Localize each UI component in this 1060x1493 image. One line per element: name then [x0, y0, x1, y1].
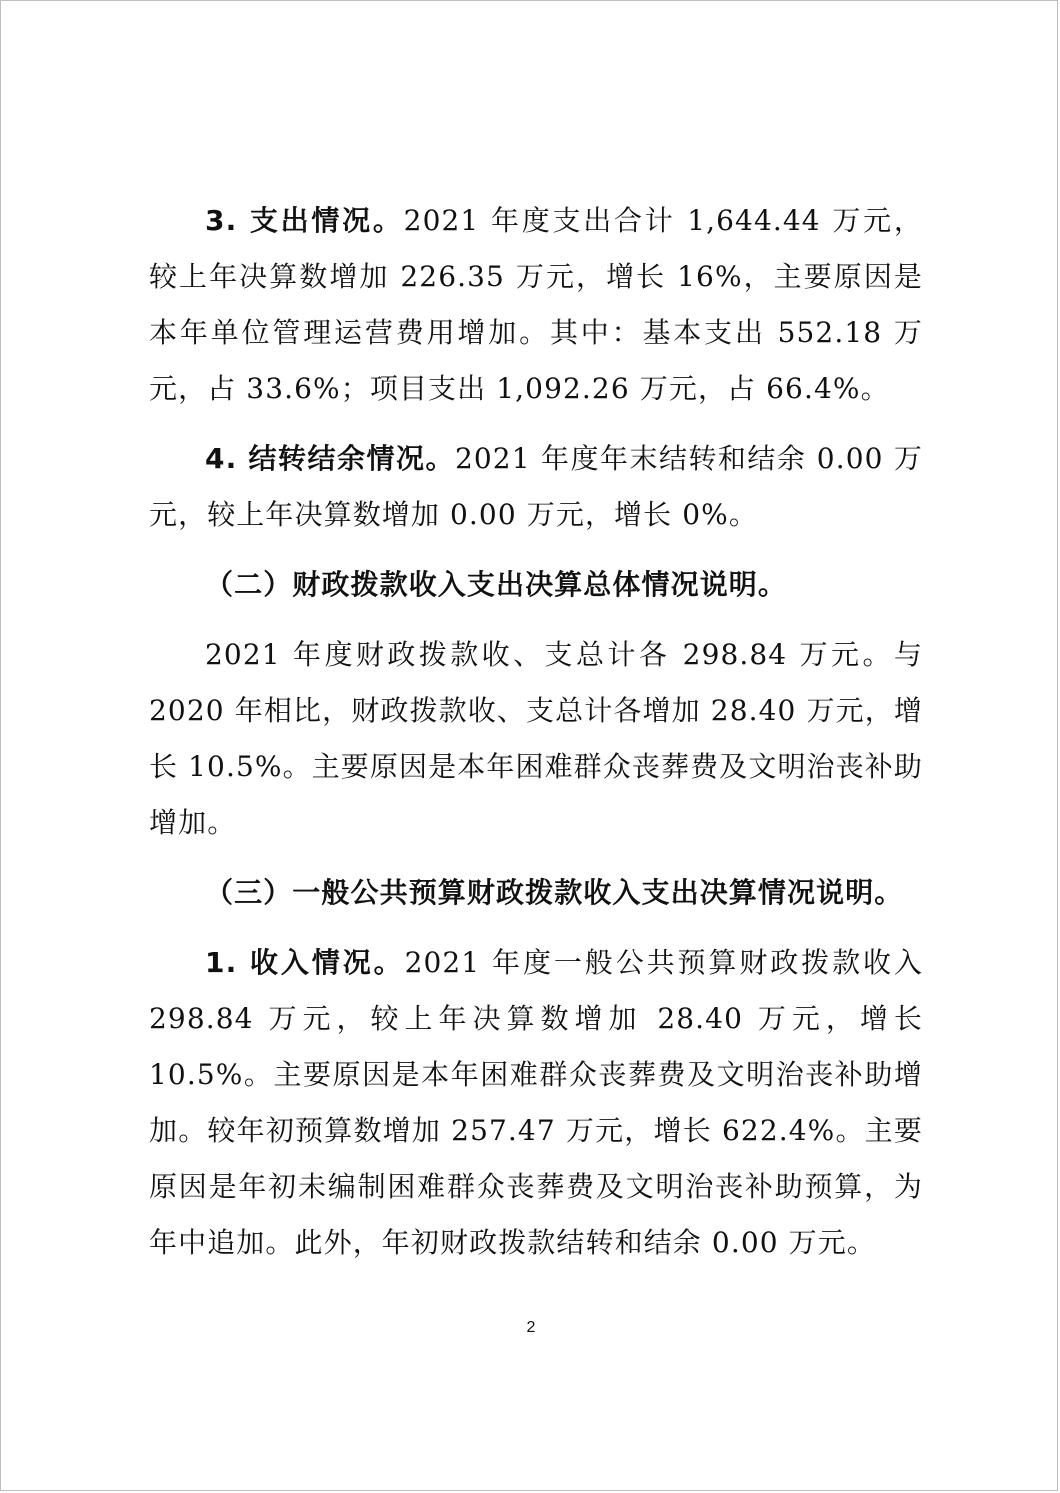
text-expenditure: 2021 年度支出合计 1,644.44 万元，较上年决算数增加 226.35 万元，增长 16%，主要原因是本年单位管理运营费用增加。其中：基本支出 552.18 万元，占 33.6%；项目支出 1,092.26 万元，占 66.4%。	[149, 204, 923, 405]
heading-income: 1. 收入情况。	[205, 946, 405, 979]
page-body	[149, 193, 923, 1271]
paragraph-income	[149, 935, 923, 1271]
heading-carryover: 4. 结转结余情况。	[205, 442, 455, 475]
paragraph-expenditure	[149, 193, 923, 417]
page-number: 2	[526, 1319, 536, 1336]
text-income: 2021 年度一般公共预算财政拨款收入 298.84 万元，较上年决算数增加 28.40 万元，增长 10.5%。主要原因是本年困难群众丧葬费及文明治丧补助增加。较年初预算数增加 257.47 万元，增长 622.4%。主要原因是年初未编制困难群众丧葬费及文明治丧补助预算，为年中追加。此外，年初财政拨款结转和结余 0.00 万元。	[149, 946, 924, 1259]
heading-expenditure: 3. 支出情况。	[205, 204, 404, 237]
section-heading-general-budget: （三）一般公共预算财政拨款收入支出决算情况说明。	[205, 876, 904, 909]
text-carryover: 2021 年度年末结转和结余 0.00 万元，较上年决算数增加 0.00 万元，增长 0%。	[149, 442, 924, 531]
section-heading-fiscal-overall: （二）财政拨款收入支出决算总体情况说明。	[205, 568, 788, 601]
paragraph-fiscal-overall: 2021 年度财政拨款收、支总计各 298.84 万元。与 2020 年相比，财政拨款收、支总计各增加 28.40 万元，增长 10.5%。主要原因是本年困难群众丧葬费及文明治丧补助增加。	[149, 638, 923, 839]
paragraph-carryover	[149, 431, 923, 543]
